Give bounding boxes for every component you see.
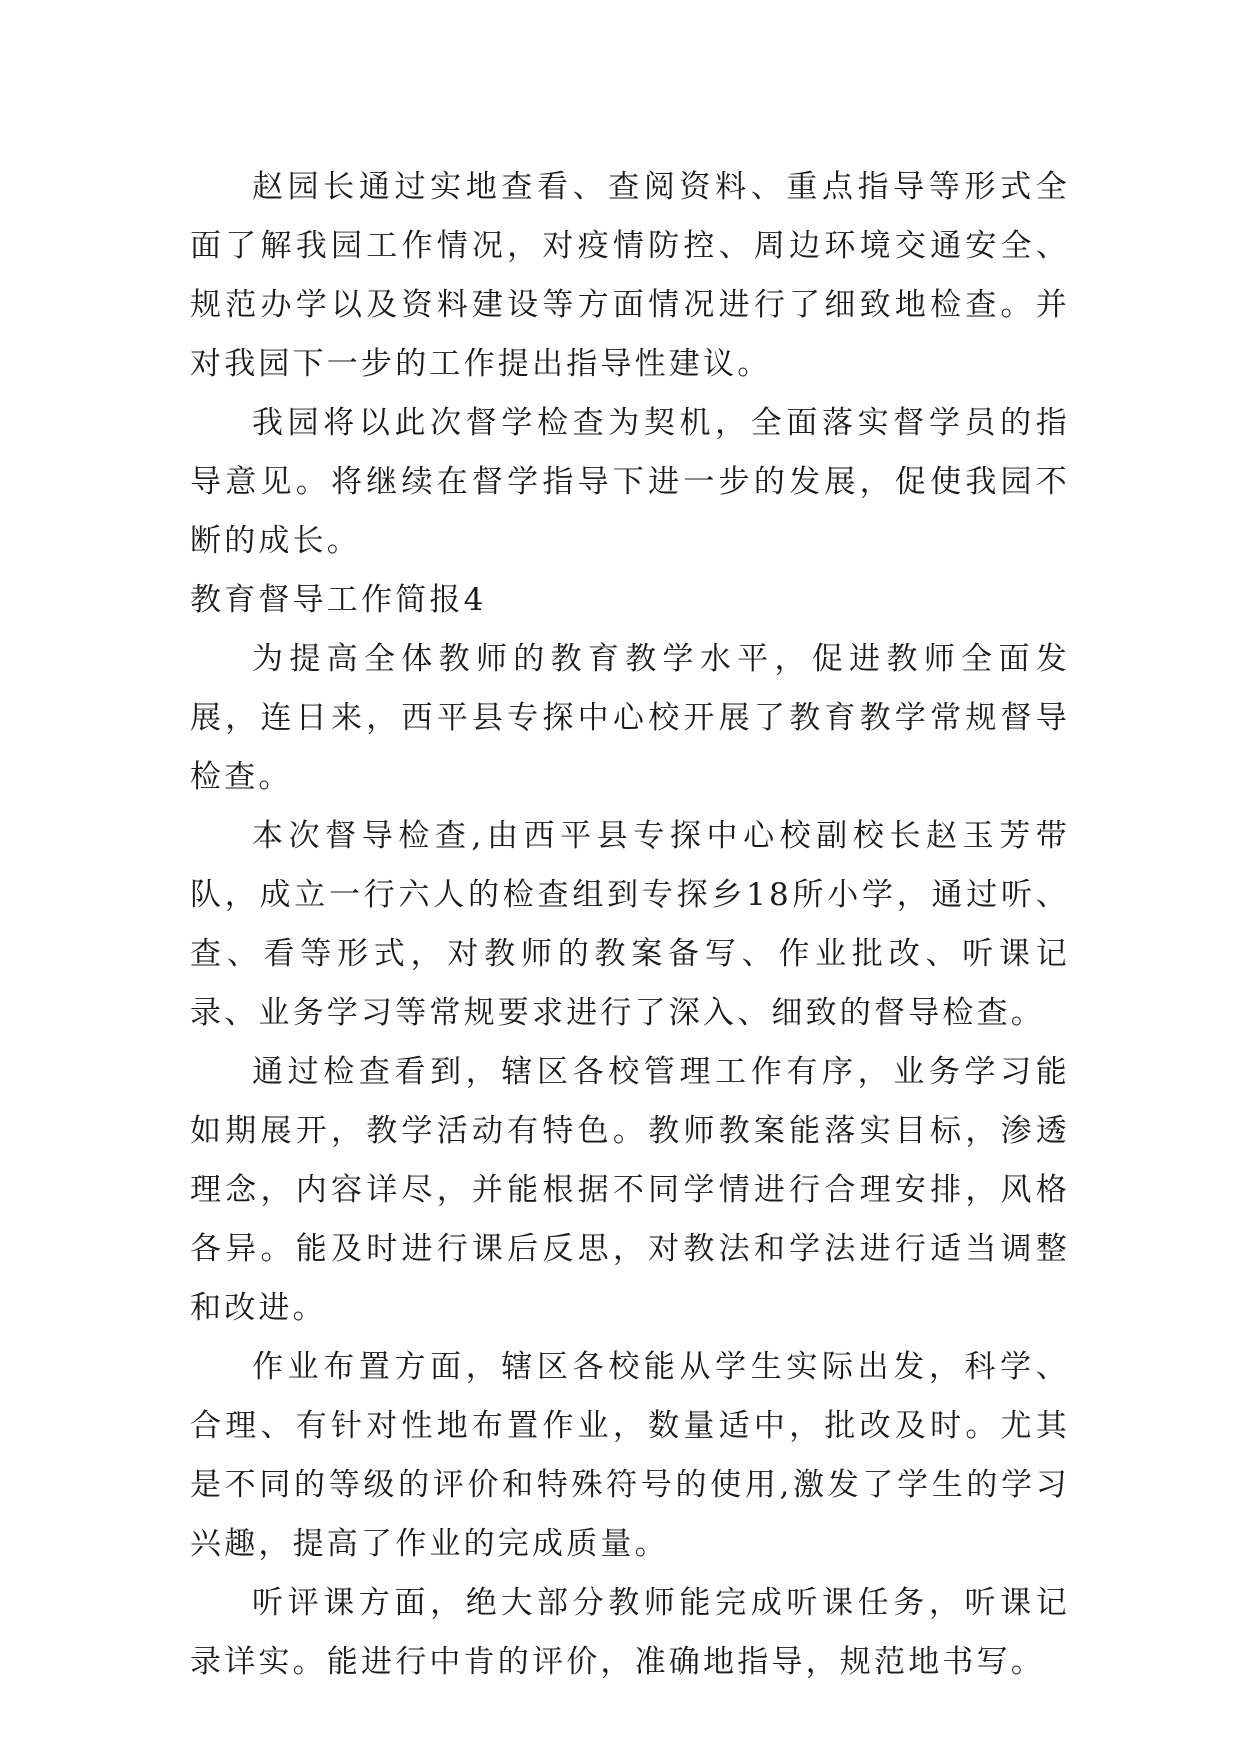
- paragraph: 我园将以此次督学检查为契机，全面落实督学员的指导意见。将继续在督学指导下进一步的发展，促使我园不断的成长。: [190, 405, 1070, 559]
- paragraph: 通过检查看到，辖区各校管理工作有序，业务学习能如期展开，教学活动有特色。教师教案能落实目标，渗透理念，内容详尽，并能根据不同学情进行合理安排，风格各异。能及时进行课后反思，对教法和学法进行适当调整和改进。: [190, 1054, 1070, 1326]
- paragraph: 为提高全体教师的教育教学水平，促进教师全面发展，连日来，西平县专探中心校开展了教育教学常规督导检查。: [190, 641, 1070, 795]
- paragraph: 听评课方面，绝大部分教师能完成听课任务，听课记录详实。能进行中肯的评价，准确地指导，规范地书写。: [190, 1585, 1070, 1680]
- document-body: [190, 158, 1070, 1692]
- section-title: 教育督导工作简报4: [190, 582, 487, 618]
- paragraph: 作业布置方面，辖区各校能从学生实际出发，科学、合理、有针对性地布置作业，数量适中，批改及时。尤其是不同的等级的评价和特殊符号的使用,激发了学生的学习兴趣，提高了作业的完成质量。: [190, 1349, 1070, 1562]
- paragraph: 赵园长通过实地查看、查阅资料、重点指导等形式全面了解我园工作情况，对疫情防控、周边环境交通安全、规范办学以及资料建设等方面情况进行了细致地检查。并对我园下一步的工作提出指导性建议。: [190, 169, 1070, 382]
- paragraph: 本次督导检查,由西平县专探中心校副校长赵玉芳带队，成立一行六人的检查组到专探乡18所小学，通过听、查、看等形式，对教师的教案备写、作业批改、听课记录、业务学习等常规要求进行了深入、细致的督导检查。: [190, 818, 1070, 1031]
